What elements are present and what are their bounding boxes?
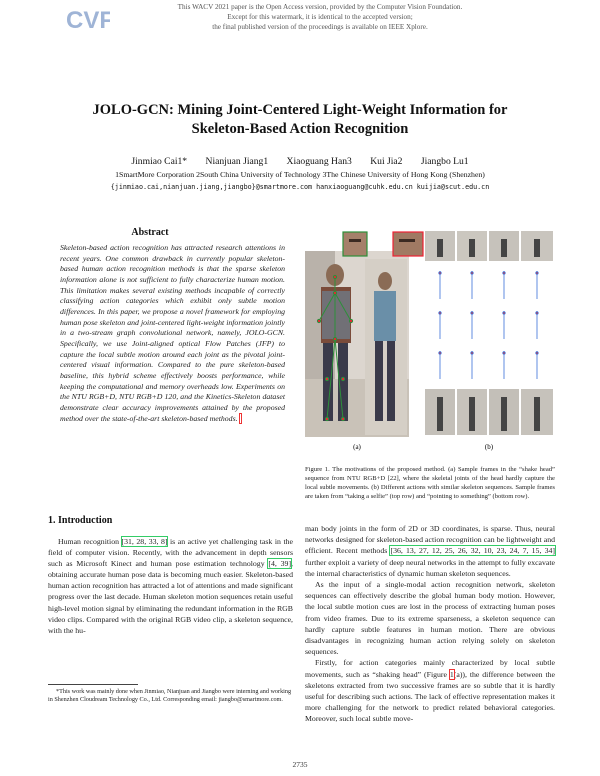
paragraph — [305, 523, 555, 579]
footnote: *This work was mainly done when Jinmiao, Nianjuan and Jiangbo were interning and working in Shenzhen Cloudream Technology Co., Ltd. Corresponding email: jiangbo@smartmore.com. — [48, 688, 292, 704]
abstract-body: Skeleton-based action recognition has attracted research attentions in recent years. One common drawback in currently popular skeleton-based human action recognition methods is that the sparse skeleton information alone is not sufficient to fully characterize human motion. This limitation makes several existing methods incapable of correctly classifying action categories which exhibit only subtle motion differences. In this paper, we propose a novel framework for employing human pose skeleton and joint-centered light-weight information jointly in a two-stream graph convolutional network, namely, JOLO-GCN. Specifically, we use Joint-aligned optical Flow Patches (JFP) to capture the local subtle motion around each joint as the pivotal joint-centered visual information. Compared to the pure skeleton-based baseline, this hybrid scheme effectively boosts performance, while keeping the computational and memory overheads low. Experiments on the NTU RGB+D, NTU RGB+D 120, and the Kinetics-Skeleton dataset demonstrate clear accuracy improvements attained by the proposed method over the state-of-the-art skeleton-based methods. — [60, 243, 285, 423]
figure-1 — [305, 229, 555, 454]
author: Jinmiao Cai1* — [131, 156, 188, 167]
intro-text: , obtaining accurate human pose data is becoming much easier. Skeleton-based human action recognition has attracted a lot of attentions and made significant progress over the last decade. Human skeleton motion sequences retain useful high-level motion signal by eliminating the redundant information in the RGB video clips. Compared with the original RGB video clip, a skeleton sequence, with the hu- — [48, 559, 293, 635]
paragraph-text: man body joints in the form of 2D or 3D coordinates, is sparse. Thus, neural networks designed for skeleton-based action recognition can be lightweight and efficient. Recent methods — [305, 524, 555, 556]
figure-b-row-skeletons-bottom — [425, 347, 553, 383]
author: Kui Jia2 — [370, 156, 403, 167]
figure-b-row-skeletons-top — [425, 267, 553, 303]
author: Jiangbo Lu1 — [420, 156, 469, 167]
watermark-line: Except for this watermark, it is identical to the accepted version; — [227, 13, 413, 21]
author-list — [40, 156, 560, 167]
paragraph: As the input of a single-modal action recognition network, skeleton sequences can effectively describe the global human body motion. However, the local subtle motion cues are lost in the process of extracting human poses from video frames. Due to its extreme sparseness, a skeleton sequence can hardly capture subtle features in human motion. There are obvious disadvantages in recognizing human action relying solely on skeleton sequences. — [305, 580, 555, 657]
author: Xiaoguang Han3 — [286, 156, 352, 167]
figure-a-eyes-1 — [349, 239, 361, 242]
figure-a-shirt-pattern — [322, 291, 350, 339]
figure-b-row-photos-bottom — [425, 389, 553, 435]
introduction-paragraph — [48, 536, 293, 636]
cvf-logo-text: CVF — [66, 7, 110, 32]
affiliations: 1SmartMore Corporation 2South China University of Technology 3The Chinese University of Hong Kong (Shenzhen) — [115, 170, 485, 179]
figure-a-eyes-2 — [399, 239, 415, 242]
citation-link[interactable]: [36, 13, 27, 12, 25, 26, 32, 10, 23, 24, 7, 15, 34] — [390, 546, 555, 556]
figure-b-row-skeletons-mid — [425, 307, 553, 343]
paragraph-text: further exploit a variety of deep neural networks in the attempt to fully excavate the internal characteristics of dynamic human skeleton sequences. — [305, 557, 555, 578]
page-number: 2735 — [292, 760, 308, 769]
title-line-1: JOLO-GCN: Mining Joint-Centered Light-Weight Information for — [92, 102, 508, 118]
figure-a-face-inset-2 — [393, 232, 423, 256]
title-line-2: Skeleton-Based Action Recognition — [191, 121, 409, 137]
figure-a-torso-2 — [374, 291, 396, 341]
author: Nianjuan Jiang1 — [205, 156, 269, 167]
paragraph-text: Firstly, for action categories mainly characterized by local subtle movements, such as “shaking head” (Figure — [305, 658, 555, 679]
open-access-watermark — [0, 2, 600, 32]
figure-a-leg-2b — [387, 341, 395, 421]
figure-label-b: (b) — [484, 443, 494, 451]
intro-text: is an active yet challenging task in the field of computer vision. Recently, with the advancement in depth sensors such as Microsoft Kinect and human pose estimation technology — [48, 537, 293, 569]
figure-b-row-photos-top — [425, 231, 553, 261]
figure-a-face-inset-1 — [343, 232, 367, 256]
citation-link[interactable]: [31, 28, 33, 8] — [121, 537, 168, 546]
figure-1-graphic — [305, 229, 555, 454]
paragraph-text: (a)), the difference between the skeletons extracted from two successive frames are so subtle that it is hardly useful for describing such actions. The lack of effective representation makes it more challenging for the network to predict related behavioral categories. Moreover, such local subtle move- — [305, 669, 555, 724]
citation-link[interactable]: [4, 39] — [268, 559, 292, 569]
figure-label-a: (a) — [353, 443, 361, 451]
figure-b-grid — [425, 231, 553, 435]
footnote-rule — [48, 684, 138, 685]
watermark-line: This WACV 2021 paper is the Open Access version, provided by the Computer Vision Foundation. — [177, 3, 463, 11]
paragraph — [305, 657, 555, 724]
figure-a-head-2 — [378, 272, 392, 290]
figure-a-leg-2a — [375, 341, 383, 421]
right-column-text — [305, 523, 555, 725]
author-emails: {jinmiao.cai,nianjuan.jiang,jiangbo}@smartmore.com hanxiaoguang@cuhk.edu.cn kuijia@scut.edu.cn — [110, 183, 490, 191]
introduction-heading: 1. Introduction — [48, 515, 113, 526]
paper-title — [40, 101, 560, 139]
abstract-heading: Abstract — [131, 227, 169, 238]
abstract-end-marker — [240, 414, 242, 423]
intro-text: Human recognition — [58, 537, 122, 546]
figure-1-caption: Figure 1. The motivations of the proposed method. (a) Sample frames in the “shake head” sequence from NTU RGB+D [22], where the skeletal joints of the head hardly capture the local subtle movements. (b) Different actions with similar skeleton sequences. Sample frames are taken from “taking a selfie” (top row) and “pointing to something” (bottom row). — [305, 466, 555, 500]
abstract-text — [60, 243, 285, 424]
watermark-line: the final published version of the proceedings is available on IEEE Xplore. — [212, 23, 428, 31]
figure-ref-link[interactable]: 1 — [449, 669, 454, 679]
